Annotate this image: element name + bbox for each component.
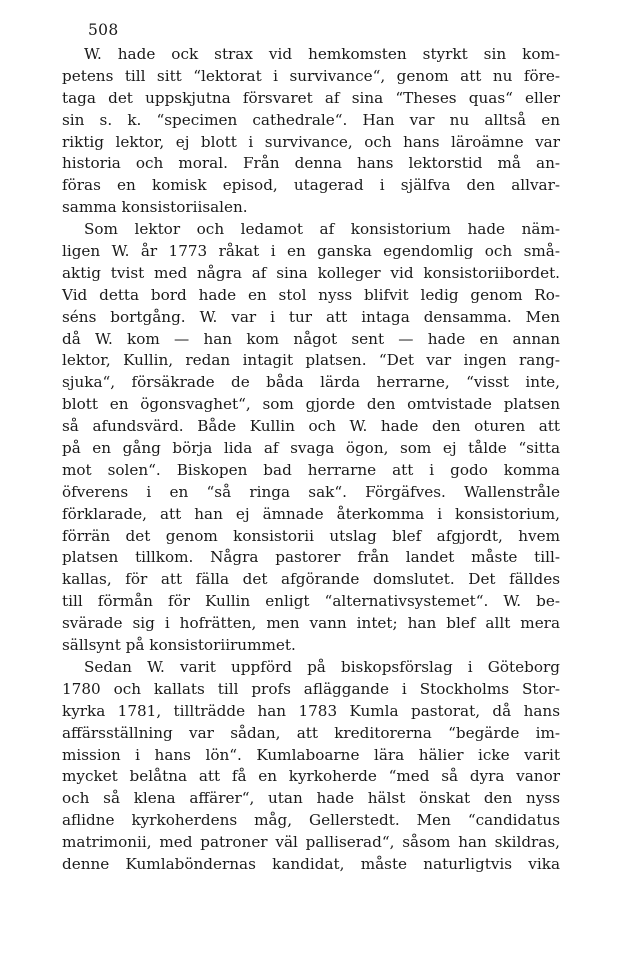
body-text bbox=[62, 44, 560, 876]
text-line: svärade sig i hofrätten, men vann intet; han blef allt mera bbox=[62, 614, 560, 633]
text-line: W. hade ock strax vid hemkomsten styrkt sin kom- bbox=[84, 45, 560, 63]
text-line: Vid detta bord hade en stol nyss blifvit ledig genom Ro- bbox=[62, 285, 560, 304]
text-line: samma konsistoriisalen. bbox=[62, 198, 248, 217]
text-line: ligen W. år 1773 råkat i en ganska egendomlig och små- bbox=[62, 242, 560, 261]
text-line: kyrka 1781, tillträdde han 1783 Kumla pastorat, då hans bbox=[62, 701, 560, 720]
text-line: förklarade, att han ej ämnade återkomma i konsistorium, bbox=[62, 504, 560, 523]
text-line: öfverens i en “så ringa sak“. Förgäfves. Wallenstråle bbox=[62, 482, 560, 501]
text-line: då W. kom — han kom något sent — hade en annan bbox=[62, 329, 560, 348]
page-number: 508 bbox=[88, 21, 119, 39]
text-line: föras en komisk episod, utagerad i själfva den allvar- bbox=[62, 176, 560, 195]
text-line: petens till sitt “lektorat i survivance“, genom att nu före- bbox=[62, 66, 560, 85]
text-line: kallas, för att fälla det afgörande domslutet. Det fälldes bbox=[62, 570, 560, 589]
text-line: mycket belåtna att få en kyrkoherde “med så dyra vanor bbox=[62, 767, 560, 786]
text-line: aflidne kyrkoherdens måg, Gellerstedt. Men “candidatus bbox=[62, 811, 560, 830]
text-line: Som lektor och ledamot af konsistorium hade näm- bbox=[84, 220, 560, 239]
text-line: mission i hans lön“. Kumlaboarne lära hälier icke varit bbox=[62, 745, 560, 764]
text-line: platsen tillkom. Några pastorer från landet måste till- bbox=[62, 548, 560, 567]
text-line: mot solen“. Biskopen bad herrarne att i godo komma bbox=[62, 460, 560, 479]
text-line: till förmån för Kullin enligt “alternativsystemet“. W. be- bbox=[62, 592, 560, 611]
text-line: riktig lektor, ej blott i survivance, och hans läroämne var bbox=[62, 132, 560, 151]
text-line: förrän det genom konsistorii utslag blef afgjordt, hvem bbox=[62, 526, 560, 545]
text-line: historia och moral. Från denna hans lektorstid må an- bbox=[62, 154, 560, 173]
text-line: och så klena affärer“, utan hade hälst önskat den nyss bbox=[62, 789, 560, 808]
text-line: så afundsvärd. Både Kullin och W. hade den oturen att bbox=[62, 417, 560, 436]
text-line: 1780 och kallats till profs afläggande i Stockholms Stor- bbox=[62, 679, 560, 698]
text-line: på en gång börja lida af svaga ögon, som ej tålde “sitta bbox=[62, 439, 560, 458]
text-line: affärsställning var sådan, att kreditorerna “begärde im- bbox=[62, 723, 560, 742]
text-line: denne Kumlaböndernas kandidat, måste naturligtvis vika bbox=[62, 854, 560, 873]
text-line: sällsynt på konsistoriirummet. bbox=[62, 636, 296, 655]
text-line: lektor, Kullin, redan intagit platsen. “Det var ingen rang- bbox=[62, 351, 560, 370]
text-line: sjuka“, försäkrade de båda lärda herrarne, “visst inte, bbox=[62, 373, 560, 392]
text-line: sin s. k. “specimen cathedrale“. Han var nu alltså en bbox=[62, 110, 560, 129]
text-line: aktig tvist med några af sina kolleger vid konsistoriibordet. bbox=[62, 263, 560, 282]
text-line: taga det uppskjutna försvaret af sina “Theses quas“ eller bbox=[62, 88, 560, 107]
text-line: séns bortgång. W. var i tur att intaga densamma. Men bbox=[62, 307, 560, 326]
text-line: matrimonii, med patroner väl palliserad“, såsom han skildras, bbox=[62, 833, 560, 852]
text-line: Sedan W. varit uppförd på biskopsförslag i Göteborg bbox=[84, 657, 560, 676]
text-line: blott en ögonsvaghet“, som gjorde den omtvistade platsen bbox=[62, 395, 560, 414]
